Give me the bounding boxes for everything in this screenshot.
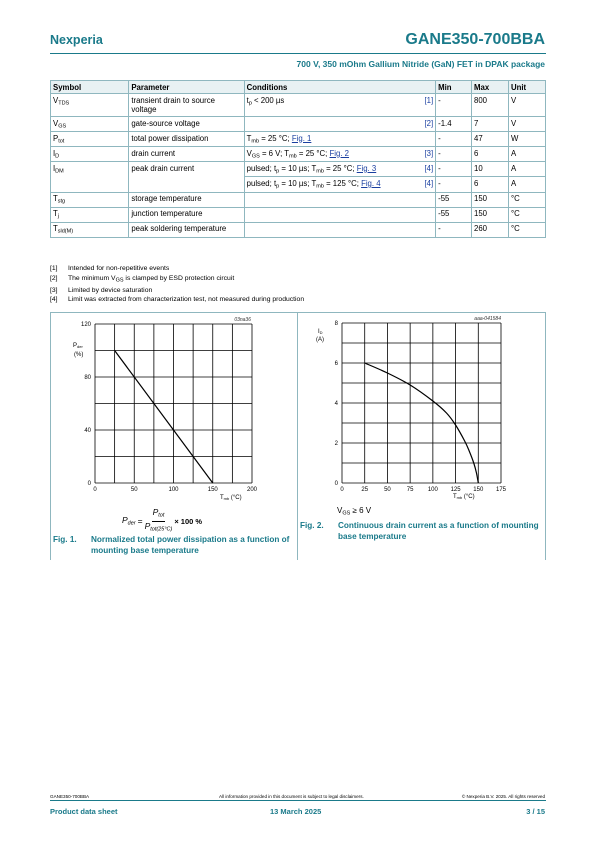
conditions-cell: $V_{GS} = 6$ V; $T_{mb} = 25$ °C; Fig. 2 [3]	[244, 147, 435, 162]
figure1-chart	[50, 312, 297, 512]
header-rule	[50, 53, 546, 54]
max-cell: 150	[472, 192, 509, 207]
note-reference[interactable]: [2]	[424, 118, 434, 128]
figure1-ytick-label: 80	[84, 375, 91, 381]
figure1-ticks	[81, 322, 258, 493]
min-cell: -1.4	[436, 117, 472, 132]
max-cell: 260	[472, 222, 509, 237]
figure1-xtick-label: 200	[246, 487, 258, 493]
footer-doc-id: GANE350-700BBA	[50, 794, 90, 799]
column-header: Parameter	[129, 81, 244, 94]
max-cell: 150	[472, 207, 509, 222]
max-cell: 10	[472, 162, 509, 177]
table-row	[51, 207, 546, 222]
unit-cell: °C	[508, 192, 545, 207]
conditions-cell	[244, 207, 435, 222]
unit-cell: V	[508, 117, 545, 132]
table-notes	[50, 264, 304, 305]
parameter-cell: peak drain current	[129, 162, 244, 192]
figure2-yunit: (A)	[316, 337, 324, 343]
document-subtitle: 700 V, 350 mOhm Gallium Nitride (GaN) FET in DPAK package	[296, 59, 545, 69]
table-row	[51, 132, 546, 147]
figure2-xtick-label: 100	[427, 487, 438, 493]
figure2-ticks	[335, 321, 507, 493]
table-row	[51, 117, 546, 132]
column-header: Unit	[508, 81, 545, 94]
note-item: [3] Limited by device saturation	[50, 286, 153, 294]
table-row	[51, 147, 546, 162]
figure2-xtick-label: 25	[361, 487, 369, 493]
figure1-xlabel: Tmb (°C)	[220, 495, 242, 501]
footer-disclaimer: All information provided in this document is subject to legal disclaimers.	[219, 794, 364, 799]
figure1-formula: $P_{der}$ = $P_{tot}$ $P_{tot(25^\circ C)}$ × 100 %	[122, 507, 203, 532]
note-reference[interactable]: [4]	[424, 178, 434, 188]
column-header: Symbol	[51, 81, 129, 94]
min-cell: -	[436, 94, 472, 117]
parameter-cell: transient drain to source voltage	[129, 94, 244, 117]
figure2-xtick-label: 0	[340, 487, 344, 493]
figure1-series	[115, 351, 213, 484]
figure2-xtick-label: 50	[384, 487, 391, 493]
symbol-cell: $T_{sld(M)}$	[51, 222, 129, 237]
unit-cell: °C	[508, 207, 545, 222]
figure1-series-line	[115, 351, 213, 484]
max-cell: 800	[472, 94, 509, 117]
symbol-cell: $P_{tot}$	[51, 132, 129, 147]
parameter-cell: peak soldering temperature	[129, 222, 244, 237]
figure2-chart	[298, 312, 545, 512]
table-row	[51, 94, 546, 117]
parameter-cell: drain current	[129, 147, 244, 162]
table-header-row	[51, 81, 546, 94]
min-cell: -	[436, 222, 472, 237]
figure-link[interactable]: Fig. 2	[329, 148, 350, 158]
parameter-cell: storage temperature	[129, 192, 244, 207]
figure2-ytick-label: 0	[334, 481, 338, 487]
figure-link[interactable]: Fig. 3	[356, 163, 377, 173]
note-item: [2] The minimum $V_{GS}$ is clamped by ESD protection circuit	[50, 274, 235, 284]
unit-cell: W	[508, 132, 545, 147]
min-cell: -	[436, 147, 472, 162]
figure2-caption: Fig. 2. Continuous drain current as a function of mounting base temperature	[300, 521, 539, 541]
max-cell: 47	[472, 132, 509, 147]
note-item: [1] Intended for non-repetitive events	[50, 265, 170, 272]
figure2-xtick-label: 150	[473, 487, 484, 493]
limiting-values-table	[50, 80, 546, 238]
max-cell: 7	[472, 117, 509, 132]
figure1-code: 03na36	[234, 317, 251, 323]
parameter-cell: junction temperature	[129, 207, 244, 222]
footer-doc-type: Product data sheet	[50, 807, 118, 816]
column-header: Min	[436, 81, 472, 94]
min-cell: -55	[436, 207, 472, 222]
figure2-condition: $V_{GS} \ge 6$ V	[337, 506, 372, 517]
part-number: GANE350-700BBA	[405, 31, 545, 48]
symbol-cell: $V_{TDS}$	[51, 94, 129, 117]
figure1-yunit: (%)	[74, 352, 84, 358]
figure1-xtick-label: 150	[207, 487, 218, 493]
symbol-cell: $T_{stg}$	[51, 192, 129, 207]
footer-page-number: 3 / 15	[526, 807, 545, 816]
figure2-grid	[342, 323, 501, 483]
figure1-caption: Fig. 1. Normalized total power dissipation as a function of mounting base temperature	[53, 535, 290, 555]
figure2-xtick-label: 175	[495, 487, 507, 493]
note-reference[interactable]: [4]	[424, 163, 434, 173]
symbol-cell: $I_D$	[51, 147, 129, 162]
parameter-cell: total power dissipation	[129, 132, 244, 147]
conditions-cell	[244, 192, 435, 207]
footer-date: 13 March 2025	[270, 807, 322, 816]
figure2-xtick-label: 125	[450, 487, 461, 493]
symbol-cell: $V_{GS}$	[51, 117, 129, 132]
figure2-ytick-label: 4	[334, 401, 338, 407]
figure2-ytick-label: 6	[334, 361, 338, 367]
figure-link[interactable]: Fig. 4	[361, 178, 381, 188]
brand-name: Nexperia	[50, 33, 103, 47]
footer-copyright: © Nexperia B.V. 2025. All rights reserved	[461, 794, 545, 799]
unit-cell: V	[508, 94, 545, 117]
unit-cell: A	[508, 147, 545, 162]
note-reference[interactable]: [1]	[424, 95, 434, 105]
figure2-ytick-label: 8	[334, 321, 338, 327]
figure1-xtick-label: 100	[168, 487, 179, 493]
figure-link[interactable]: Fig. 1	[291, 133, 312, 143]
conditions-cell: $t_p < 200$ µs [1]	[244, 94, 435, 117]
conditions-cell: pulsed; $t_p = 10$ µs; $T_{mb} = 25$ °C; Fig. 3 [4]	[244, 162, 435, 177]
figure1-grid	[95, 324, 252, 483]
figure1-ylabel: Pder	[73, 343, 83, 349]
figure1-ytick-label: 0	[87, 481, 91, 487]
figure2-ylabel: ID	[318, 329, 323, 335]
figure1-ytick-label: 40	[84, 428, 91, 434]
unit-cell: °C	[508, 222, 545, 237]
table-row	[51, 162, 546, 177]
conditions-cell	[244, 117, 435, 132]
unit-cell: A	[508, 162, 545, 177]
max-cell: 6	[472, 147, 509, 162]
table-row	[51, 222, 546, 237]
footer-rule	[50, 800, 546, 801]
min-cell: -	[436, 132, 472, 147]
symbol-cell: $I_{DM}$	[51, 162, 129, 192]
parameter-cell: gate-source voltage	[129, 117, 244, 132]
figure1-xtick-label: 50	[130, 487, 138, 493]
note-reference[interactable]: [3]	[424, 148, 434, 158]
figure2-xlabel: Tmb (°C)	[453, 494, 475, 500]
figure1-xtick-label: 0	[93, 487, 97, 493]
max-cell: 6	[472, 177, 509, 192]
note-item: [4] Limit was extracted from characterization test, not measured during production	[50, 296, 305, 304]
conditions-cell: $T_{mb} = 25$ °C; Fig. 1	[244, 132, 435, 147]
column-header: Max	[472, 81, 509, 94]
figure2-ytick-label: 2	[334, 441, 338, 447]
min-cell: -	[436, 177, 472, 192]
figure2-xtick-label: 75	[406, 487, 414, 493]
conditions-cell	[244, 222, 435, 237]
unit-cell: A	[508, 177, 545, 192]
figure2-code: aaa-041584	[474, 316, 501, 322]
figure1-ytick-label: 120	[80, 322, 91, 328]
conditions-cell: pulsed; $t_p = 10$ µs; $T_{mb} = 125$ °C; Fig. 4 [4]	[244, 177, 435, 192]
table-row	[51, 192, 546, 207]
min-cell: -	[436, 162, 472, 177]
symbol-cell: $T_j$	[51, 207, 129, 222]
column-header: Conditions	[244, 81, 435, 94]
min-cell: -55	[436, 192, 472, 207]
